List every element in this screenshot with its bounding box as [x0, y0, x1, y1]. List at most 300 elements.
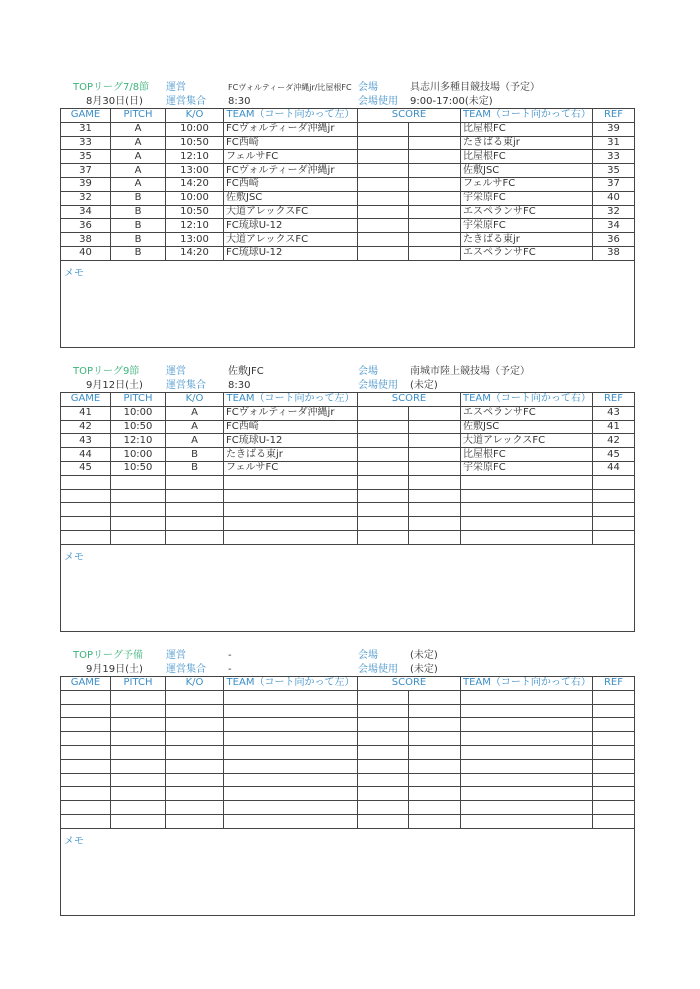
- pitch-cell: [111, 690, 166, 704]
- pitch-cell: [111, 732, 166, 746]
- game-cell: 32: [61, 191, 111, 205]
- venue-label: 会場: [358, 650, 378, 661]
- table-row: [61, 787, 635, 801]
- memo-box: [60, 545, 635, 632]
- score-right-cell: [409, 177, 461, 191]
- team-right-cell: エスペランサFC: [461, 246, 593, 260]
- game-cell: [61, 745, 111, 759]
- team-left-cell: FC琉球U-12: [224, 246, 358, 260]
- table-row: [61, 718, 635, 732]
- ref-cell: 33: [593, 150, 635, 164]
- team-left-cell: FC琉球U-12: [224, 219, 358, 233]
- kickoff-cell: [166, 704, 224, 718]
- score-right-cell: [409, 448, 461, 462]
- ref-cell: 42: [593, 434, 635, 448]
- match-date: 8月30日(日): [86, 96, 143, 107]
- schedule-section: [60, 80, 635, 348]
- ref-cell: 41: [593, 420, 635, 434]
- score-right-cell: [409, 233, 461, 247]
- game-cell: 43: [61, 434, 111, 448]
- score-left-cell: [358, 787, 409, 801]
- pitch-cell: A: [111, 150, 166, 164]
- ref-cell: [593, 690, 635, 704]
- venue-value: 具志川多種目競技場（予定）: [410, 82, 540, 93]
- score-left-cell: [358, 177, 409, 191]
- kickoff-cell: 10:50: [166, 136, 224, 150]
- score-right-cell: [409, 690, 461, 704]
- venue-label: 会場: [358, 366, 378, 377]
- column-header-team-left: TEAM（コート向かって左）: [224, 109, 358, 123]
- table-header-row: [61, 677, 635, 691]
- score-right-cell: [409, 530, 461, 544]
- pitch-cell: [111, 704, 166, 718]
- table-row: [61, 461, 635, 475]
- pitch-cell: [111, 759, 166, 773]
- score-left-cell: [358, 122, 409, 136]
- pitch-cell: [111, 787, 166, 801]
- ref-cell: 36: [593, 233, 635, 247]
- score-right-cell: [409, 246, 461, 260]
- pitch-cell: A: [111, 136, 166, 150]
- team-left-cell: FCヴォルティーダ沖縄jr: [224, 122, 358, 136]
- score-left-cell: [358, 530, 409, 544]
- game-cell: [61, 814, 111, 828]
- team-left-cell: FC西崎: [224, 420, 358, 434]
- table-row: [61, 475, 635, 489]
- table-row: [61, 517, 635, 531]
- kickoff-cell: A: [166, 420, 224, 434]
- venue-use-value: (未定): [410, 664, 438, 675]
- game-cell: 42: [61, 420, 111, 434]
- ref-cell: [593, 745, 635, 759]
- ref-cell: [593, 814, 635, 828]
- table-row: [61, 503, 635, 517]
- table-row: [61, 759, 635, 773]
- table-row: [61, 448, 635, 462]
- team-right-cell: [461, 517, 593, 531]
- team-right-cell: フェルサFC: [461, 177, 593, 191]
- team-left-cell: [224, 759, 358, 773]
- section-header: [60, 648, 635, 676]
- table-row: [61, 205, 635, 219]
- venue-use-label: 会場使用: [358, 96, 398, 107]
- column-header-score: SCORE: [358, 109, 461, 123]
- column-header-team-right: TEAM（コート向かって右）: [461, 677, 593, 691]
- pitch-cell: B: [111, 246, 166, 260]
- team-left-cell: [224, 704, 358, 718]
- column-header-team-right: TEAM（コート向かって右）: [461, 393, 593, 407]
- score-left-cell: [358, 704, 409, 718]
- section-header: [60, 364, 635, 392]
- team-right-cell: たきばる東jr: [461, 233, 593, 247]
- table-header-row: [61, 393, 635, 407]
- score-left-cell: [358, 191, 409, 205]
- team-right-cell: [461, 530, 593, 544]
- pitch-cell: [111, 745, 166, 759]
- team-left-cell: [224, 517, 358, 531]
- team-right-cell: 比屋根FC: [461, 122, 593, 136]
- team-left-cell: [224, 690, 358, 704]
- team-right-cell: たきばる東jr: [461, 136, 593, 150]
- game-cell: [61, 704, 111, 718]
- score-left-cell: [358, 150, 409, 164]
- ref-cell: [593, 530, 635, 544]
- assembly-time: 8:30: [228, 96, 251, 107]
- team-left-cell: [224, 773, 358, 787]
- score-left-cell: [358, 233, 409, 247]
- venue-use-label: 会場使用: [358, 380, 398, 391]
- kickoff-cell: [166, 517, 224, 531]
- kickoff-cell: [166, 759, 224, 773]
- score-left-cell: [358, 732, 409, 746]
- assembly-time: 8:30: [228, 380, 251, 391]
- score-right-cell: [409, 745, 461, 759]
- score-right-cell: [409, 517, 461, 531]
- team-left-cell: [224, 814, 358, 828]
- pitch-cell: 10:50: [111, 461, 166, 475]
- score-right-cell: [409, 718, 461, 732]
- column-header-ko: K/O: [166, 109, 224, 123]
- ref-cell: 39: [593, 122, 635, 136]
- pitch-cell: B: [111, 205, 166, 219]
- score-left-cell: [358, 136, 409, 150]
- kickoff-cell: [166, 489, 224, 503]
- table-row: [61, 406, 635, 420]
- team-right-cell: [461, 475, 593, 489]
- score-left-cell: [358, 475, 409, 489]
- table-row: [61, 801, 635, 815]
- score-left-cell: [358, 773, 409, 787]
- score-right-cell: [409, 150, 461, 164]
- pitch-cell: 10:00: [111, 406, 166, 420]
- kickoff-cell: B: [166, 448, 224, 462]
- game-cell: 37: [61, 164, 111, 178]
- column-header-ref: REF: [593, 677, 635, 691]
- team-left-cell: [224, 530, 358, 544]
- kickoff-cell: [166, 801, 224, 815]
- kickoff-cell: 13:00: [166, 164, 224, 178]
- score-right-cell: [409, 814, 461, 828]
- league-title: TOPリーグ9節: [73, 366, 140, 377]
- assembly-label: 運営集合: [166, 664, 206, 675]
- team-left-cell: フェルサFC: [224, 150, 358, 164]
- team-left-cell: [224, 475, 358, 489]
- table-row: [61, 732, 635, 746]
- game-cell: [61, 759, 111, 773]
- venue-value: 南城市陸上競技場（予定）: [410, 366, 530, 377]
- game-cell: 45: [61, 461, 111, 475]
- game-cell: [61, 801, 111, 815]
- column-header-score: SCORE: [358, 677, 461, 691]
- score-left-cell: [358, 246, 409, 260]
- column-header-pitch: PITCH: [111, 393, 166, 407]
- team-right-cell: 佐敷JSC: [461, 420, 593, 434]
- kickoff-cell: [166, 787, 224, 801]
- pitch-cell: A: [111, 164, 166, 178]
- pitch-cell: [111, 801, 166, 815]
- team-left-cell: [224, 732, 358, 746]
- kickoff-cell: 13:00: [166, 233, 224, 247]
- team-right-cell: [461, 814, 593, 828]
- score-right-cell: [409, 191, 461, 205]
- team-left-cell: FCヴォルティーダ沖縄jr: [224, 164, 358, 178]
- table-row: [61, 434, 635, 448]
- pitch-cell: A: [111, 122, 166, 136]
- team-right-cell: [461, 745, 593, 759]
- team-left-cell: [224, 503, 358, 517]
- ref-cell: [593, 773, 635, 787]
- pitch-cell: 10:50: [111, 420, 166, 434]
- pitch-cell: B: [111, 191, 166, 205]
- team-left-cell: 大道アレックスFC: [224, 233, 358, 247]
- score-left-cell: [358, 448, 409, 462]
- pitch-cell: [111, 773, 166, 787]
- pitch-cell: 12:10: [111, 434, 166, 448]
- score-left-cell: [358, 801, 409, 815]
- table-row: [61, 814, 635, 828]
- pitch-cell: 10:00: [111, 448, 166, 462]
- team-left-cell: [224, 745, 358, 759]
- pitch-cell: B: [111, 233, 166, 247]
- table-row: [61, 704, 635, 718]
- kickoff-cell: 10:00: [166, 122, 224, 136]
- team-right-cell: [461, 690, 593, 704]
- score-left-cell: [358, 406, 409, 420]
- score-right-cell: [409, 787, 461, 801]
- score-left-cell: [358, 420, 409, 434]
- venue-use-label: 会場使用: [358, 664, 398, 675]
- ref-cell: 35: [593, 164, 635, 178]
- score-left-cell: [358, 503, 409, 517]
- ref-cell: [593, 759, 635, 773]
- kickoff-cell: [166, 690, 224, 704]
- schedule-table: [60, 392, 635, 545]
- score-left-cell: [358, 745, 409, 759]
- game-cell: [61, 732, 111, 746]
- score-right-cell: [409, 122, 461, 136]
- team-right-cell: 宇栄原FC: [461, 461, 593, 475]
- kickoff-cell: [166, 773, 224, 787]
- team-right-cell: 比屋根FC: [461, 448, 593, 462]
- score-left-cell: [358, 489, 409, 503]
- column-header-pitch: PITCH: [111, 677, 166, 691]
- score-left-cell: [358, 164, 409, 178]
- kickoff-cell: [166, 732, 224, 746]
- organizer-label: 運営: [166, 366, 186, 377]
- team-left-cell: FCヴォルティーダ沖縄jr: [224, 406, 358, 420]
- ref-cell: [593, 801, 635, 815]
- pitch-cell: [111, 530, 166, 544]
- venue-use-value: (未定): [410, 380, 438, 391]
- game-cell: [61, 718, 111, 732]
- table-row: [61, 530, 635, 544]
- game-cell: 33: [61, 136, 111, 150]
- kickoff-cell: B: [166, 461, 224, 475]
- team-left-cell: [224, 718, 358, 732]
- game-cell: 39: [61, 177, 111, 191]
- team-left-cell: FC西崎: [224, 136, 358, 150]
- kickoff-cell: 14:20: [166, 246, 224, 260]
- kickoff-cell: [166, 503, 224, 517]
- team-right-cell: [461, 787, 593, 801]
- score-left-cell: [358, 517, 409, 531]
- team-right-cell: 大道アレックスFC: [461, 434, 593, 448]
- organizer-value: FCヴォルティーダ沖縄jr/比屋根FC: [228, 83, 352, 92]
- score-right-cell: [409, 773, 461, 787]
- venue-value: (未定): [410, 650, 438, 661]
- team-right-cell: [461, 773, 593, 787]
- column-header-team-right: TEAM（コート向かって右）: [461, 109, 593, 123]
- game-cell: [61, 503, 111, 517]
- table-row: [61, 246, 635, 260]
- team-left-cell: [224, 787, 358, 801]
- kickoff-cell: [166, 745, 224, 759]
- game-cell: [61, 489, 111, 503]
- ref-cell: [593, 475, 635, 489]
- schedule-section: [60, 648, 635, 916]
- table-header-row: [61, 109, 635, 123]
- score-right-cell: [409, 205, 461, 219]
- column-header-team-left: TEAM（コート向かって左）: [224, 393, 358, 407]
- venue-label: 会場: [358, 82, 378, 93]
- table-row: [61, 177, 635, 191]
- game-cell: 38: [61, 233, 111, 247]
- team-left-cell: FC琉球U-12: [224, 434, 358, 448]
- kickoff-cell: [166, 530, 224, 544]
- ref-cell: 43: [593, 406, 635, 420]
- column-header-game: GAME: [61, 677, 111, 691]
- table-row: [61, 420, 635, 434]
- kickoff-cell: [166, 814, 224, 828]
- game-cell: 34: [61, 205, 111, 219]
- kickoff-cell: [166, 475, 224, 489]
- score-left-cell: [358, 219, 409, 233]
- memo-box: [60, 829, 635, 916]
- league-title: TOPリーグ予備: [73, 650, 144, 661]
- game-cell: [61, 787, 111, 801]
- table-row: [61, 136, 635, 150]
- ref-cell: 34: [593, 219, 635, 233]
- kickoff-cell: 10:00: [166, 191, 224, 205]
- kickoff-cell: 14:20: [166, 177, 224, 191]
- score-right-cell: [409, 164, 461, 178]
- section-header: [60, 80, 635, 108]
- ref-cell: [593, 718, 635, 732]
- game-cell: 40: [61, 246, 111, 260]
- team-right-cell: [461, 759, 593, 773]
- schedule-table: [60, 676, 635, 829]
- game-cell: 41: [61, 406, 111, 420]
- match-date: 9月19日(土): [86, 664, 143, 675]
- table-row: [61, 745, 635, 759]
- kickoff-cell: 10:50: [166, 205, 224, 219]
- team-right-cell: [461, 489, 593, 503]
- column-header-team-left: TEAM（コート向かって左）: [224, 677, 358, 691]
- ref-cell: 45: [593, 448, 635, 462]
- table-row: [61, 122, 635, 136]
- ref-cell: [593, 704, 635, 718]
- league-title: TOPリーグ7/8節: [73, 82, 150, 93]
- score-left-cell: [358, 205, 409, 219]
- team-left-cell: [224, 489, 358, 503]
- memo-label: メモ: [64, 267, 84, 279]
- game-cell: [61, 517, 111, 531]
- score-right-cell: [409, 801, 461, 815]
- score-right-cell: [409, 489, 461, 503]
- ref-cell: 40: [593, 191, 635, 205]
- organizer-label: 運営: [166, 82, 186, 93]
- column-header-score: SCORE: [358, 393, 461, 407]
- match-date: 9月12日(土): [86, 380, 143, 391]
- score-right-cell: [409, 704, 461, 718]
- pitch-cell: [111, 814, 166, 828]
- table-row: [61, 690, 635, 704]
- game-cell: 36: [61, 219, 111, 233]
- kickoff-cell: A: [166, 406, 224, 420]
- assembly-label: 運営集合: [166, 96, 206, 107]
- memo-label: メモ: [64, 835, 84, 847]
- score-right-cell: [409, 219, 461, 233]
- pitch-cell: B: [111, 219, 166, 233]
- ref-cell: [593, 787, 635, 801]
- team-right-cell: [461, 503, 593, 517]
- kickoff-cell: 12:10: [166, 219, 224, 233]
- table-row: [61, 219, 635, 233]
- score-right-cell: [409, 759, 461, 773]
- column-header-ko: K/O: [166, 393, 224, 407]
- ref-cell: 32: [593, 205, 635, 219]
- game-cell: [61, 773, 111, 787]
- memo-label: メモ: [64, 551, 84, 563]
- organizer-value: -: [228, 650, 232, 661]
- score-right-cell: [409, 732, 461, 746]
- score-right-cell: [409, 475, 461, 489]
- table-row: [61, 233, 635, 247]
- kickoff-cell: [166, 718, 224, 732]
- score-left-cell: [358, 434, 409, 448]
- pitch-cell: A: [111, 177, 166, 191]
- table-row: [61, 773, 635, 787]
- score-right-cell: [409, 420, 461, 434]
- score-left-cell: [358, 814, 409, 828]
- score-right-cell: [409, 503, 461, 517]
- schedule-table: [60, 108, 635, 261]
- organizer-label: 運営: [166, 650, 186, 661]
- ref-cell: 44: [593, 461, 635, 475]
- team-right-cell: エスペランサFC: [461, 205, 593, 219]
- assembly-label: 運営集合: [166, 380, 206, 391]
- team-left-cell: FC西崎: [224, 177, 358, 191]
- game-cell: 35: [61, 150, 111, 164]
- score-left-cell: [358, 759, 409, 773]
- venue-use-value: 9:00-17:00(未定): [410, 96, 493, 107]
- score-right-cell: [409, 136, 461, 150]
- team-right-cell: [461, 718, 593, 732]
- pitch-cell: [111, 489, 166, 503]
- ref-cell: 38: [593, 246, 635, 260]
- pitch-cell: [111, 503, 166, 517]
- game-cell: 44: [61, 448, 111, 462]
- game-cell: 31: [61, 122, 111, 136]
- column-header-game: GAME: [61, 393, 111, 407]
- team-left-cell: 佐敷JSC: [224, 191, 358, 205]
- ref-cell: [593, 732, 635, 746]
- ref-cell: [593, 489, 635, 503]
- game-cell: [61, 690, 111, 704]
- table-row: [61, 489, 635, 503]
- pitch-cell: [111, 517, 166, 531]
- column-header-ref: REF: [593, 109, 635, 123]
